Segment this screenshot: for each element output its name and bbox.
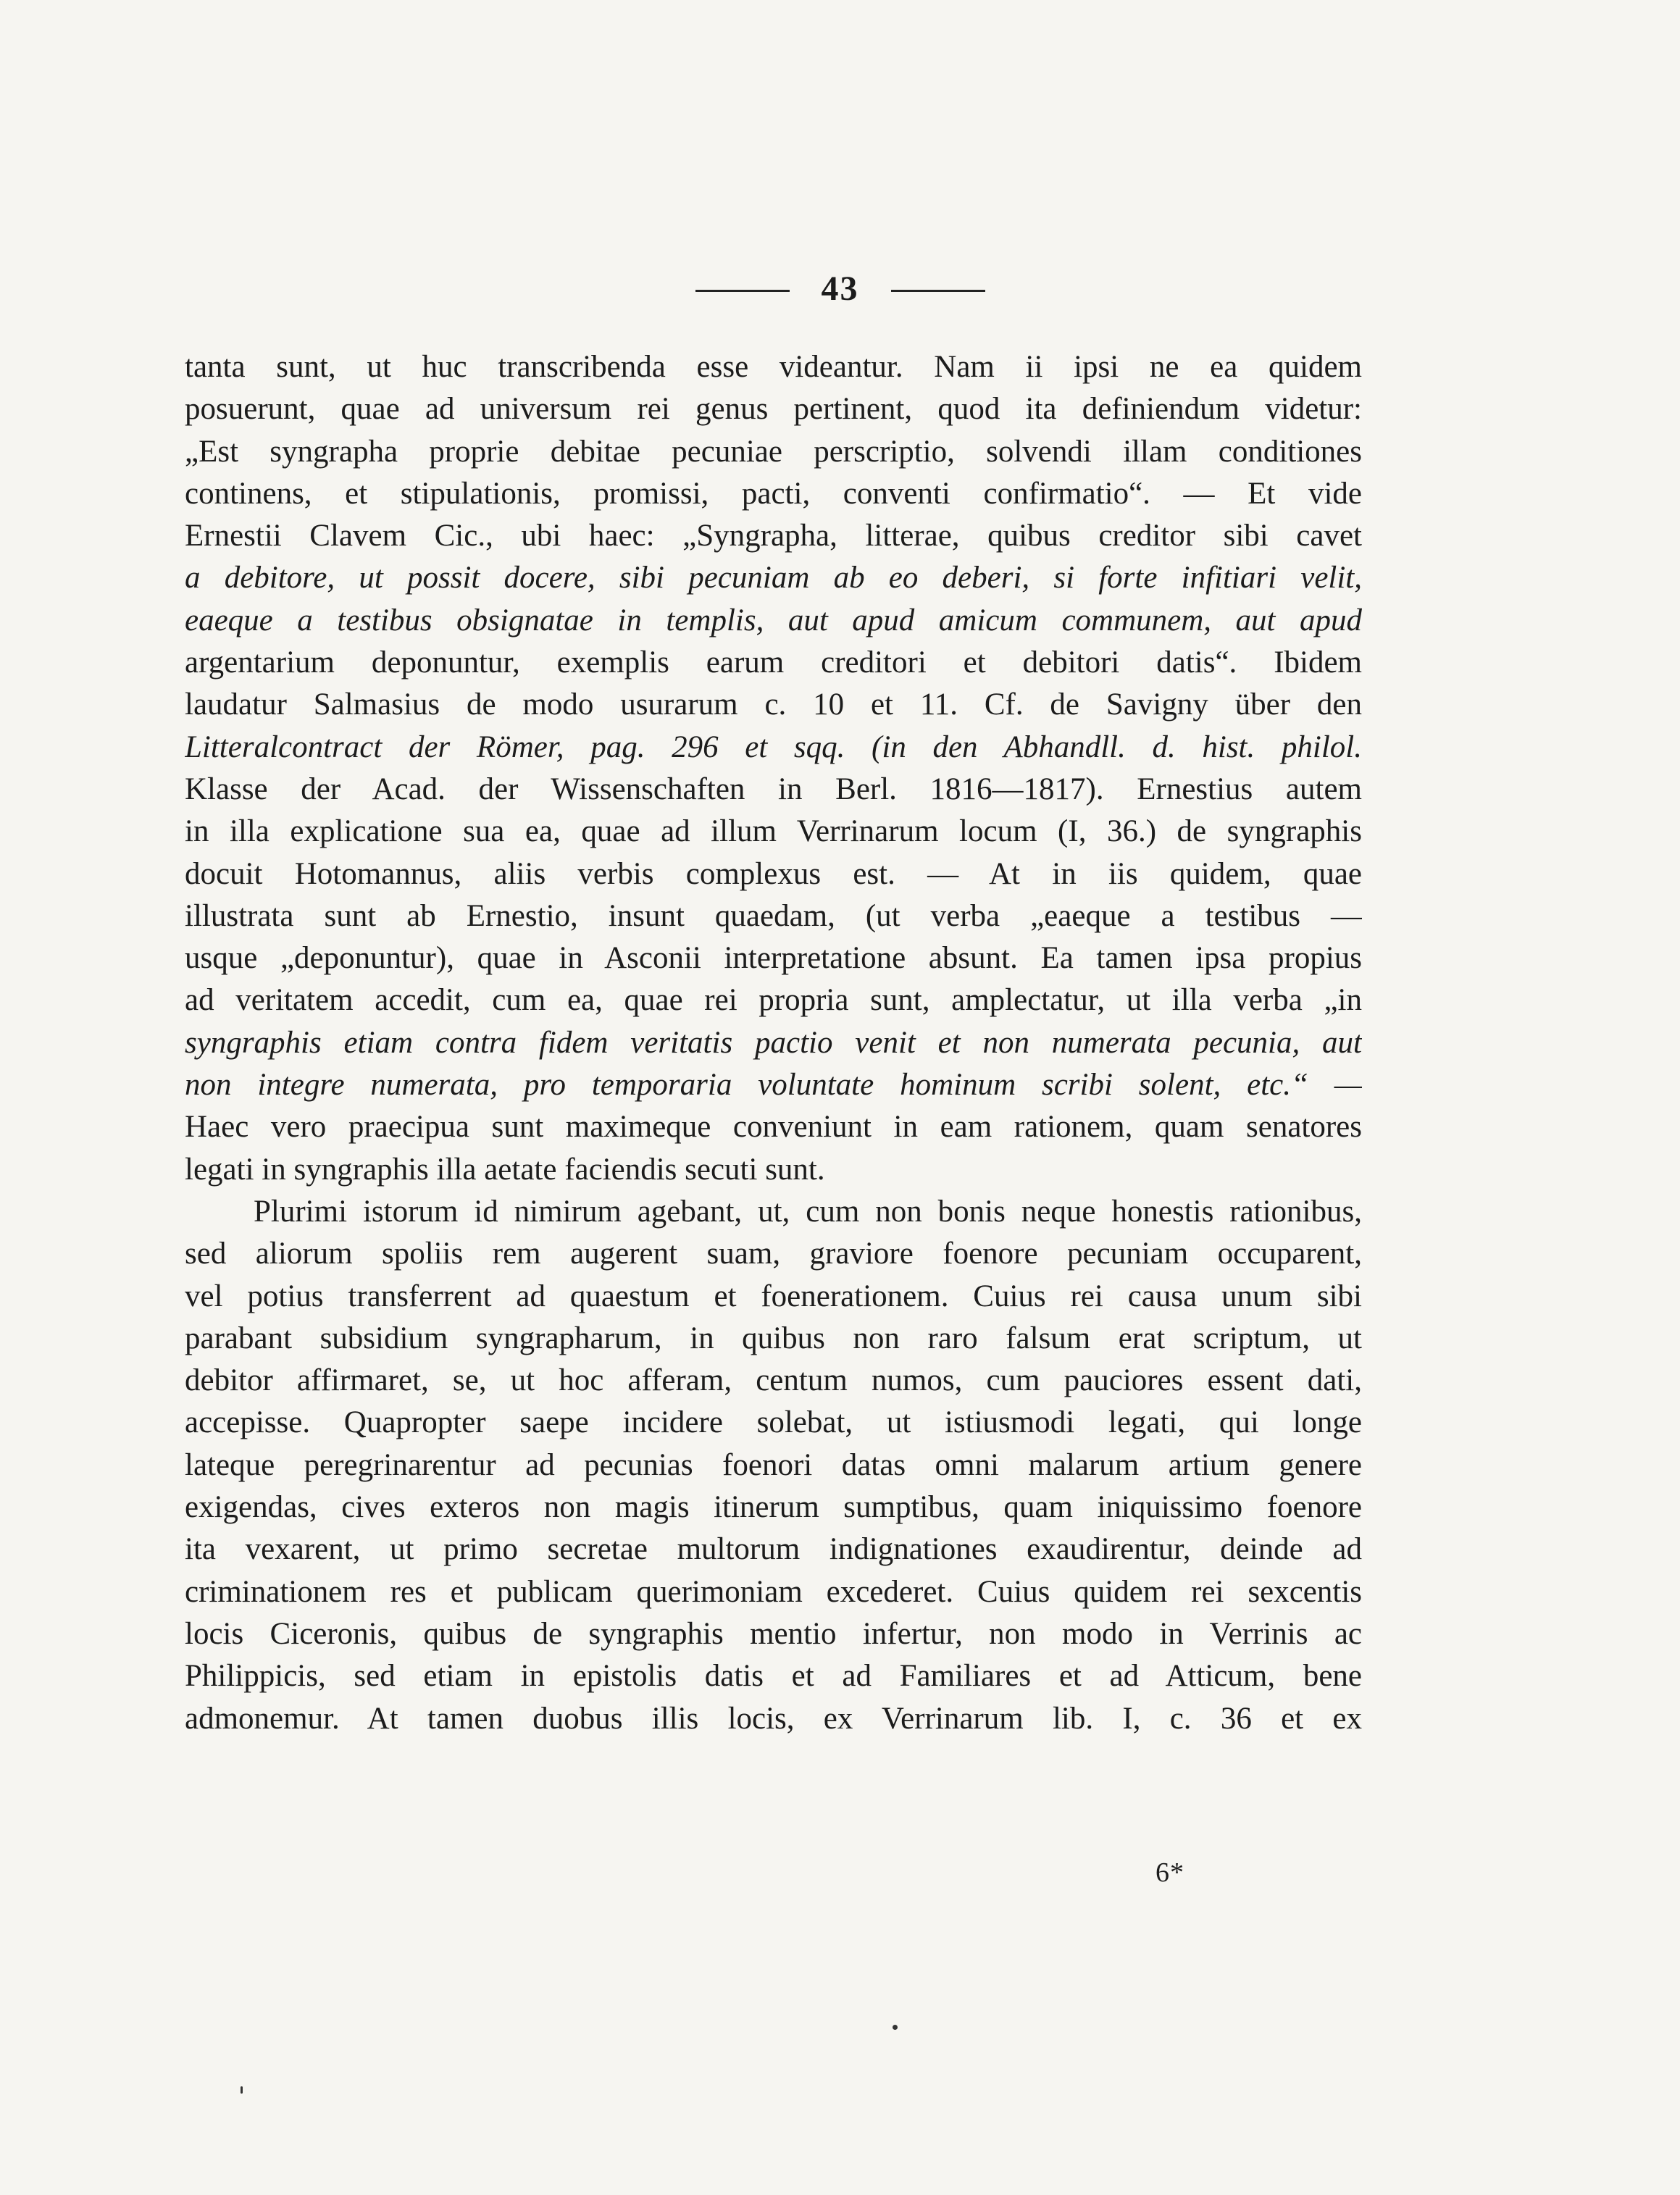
text-line: docuit Hotomannus, aliis verbis complexus est. — At in iis quidem, quae: [185, 856, 1362, 891]
text-line: tanta sunt, ut huc transcribenda esse videantur. Nam ii ipsi ne ea quidem: [185, 350, 1362, 384]
text-line: Klasse der Acad. der Wissenschaften in Berl. 1816—1817). Ernestius autem: [185, 772, 1362, 806]
text-line: in illa explicatione sua ea, quae ad illum Verrinarum locum (I, 36.) de syngraphis: [185, 814, 1362, 849]
text-line: argentarium deponuntur, exemplis earum creditori et debitori datis“. Ibidem: [185, 645, 1362, 680]
text-line: usque „deponuntur), quae in Asconii interpretatione absunt. Ea tamen ipsa propius: [185, 941, 1362, 976]
text-line: Plurimi istorum id nimirum agebant, ut, cum non bonis neque honestis rationibus,: [254, 1194, 1362, 1229]
text-line: parabant subsidium syngrapharum, in quibus non raro falsum erat scriptum, ut: [185, 1321, 1362, 1355]
text-line: Haec vero praecipua sunt maximeque conveniunt in eam rationem, quam senatores: [185, 1110, 1362, 1145]
body-text: [185, 346, 1362, 1740]
text-line: lateque peregrinarentur ad pecunias foenori datas omni malarum artium genere: [185, 1447, 1362, 1482]
text-line: debitor affirmaret, se, ut hoc afferam, centum numos, cum pauciores essent dati,: [185, 1363, 1362, 1398]
text-line: sed aliorum spoliis rem augerent suam, graviore foenore pecuniam occuparent,: [185, 1237, 1362, 1271]
paper-speck: [241, 2086, 243, 2094]
text-line: a debitore, ut possit docere, sibi pecuniam ab eo deberi, si forte infitiari velit,: [185, 561, 1362, 595]
right-rule: [891, 290, 985, 292]
left-rule: [695, 290, 790, 292]
text-line: eaeque a testibus obsignatae in templis, aut apud amicum communem, aut apud: [185, 603, 1362, 637]
text-line: „Est syngrapha proprie debitae pecuniae perscriptio, solvendi illam conditiones: [185, 434, 1362, 469]
text-line: Litteralcontract der Römer, pag. 296 et sqq. (in den Abhandll. d. hist. philol.: [185, 729, 1362, 764]
text-line: vel potius transferrent ad quaestum et foenerationem. Cuius rei causa unum sibi: [185, 1279, 1362, 1313]
printer-signature: 6*: [1155, 1857, 1184, 1888]
text-line: posuerunt, quae ad universum rei genus pertinent, quod ita definiendum videtur:: [185, 392, 1362, 427]
text-line: laudatur Salmasius de modo usurarum c. 10 et 11. Cf. de Savigny über den: [185, 687, 1362, 722]
text-line: criminationem res et publicam querimoniam excederet. Cuius quidem rei sexcentis: [185, 1574, 1362, 1609]
text-line: Ernestii Clavem Cic., ubi haec: „Syngrapha, litterae, quibus creditor sibi cavet: [185, 519, 1362, 553]
page-number: 43: [821, 269, 859, 308]
text-line: accepisse. Quapropter saepe incidere solebat, ut istiusmodi legati, qui longe: [185, 1405, 1362, 1440]
text-line: Philippicis, sed etiam in epistolis datis et ad Familiares et ad Atticum, bene: [185, 1659, 1362, 1694]
text-line: admonemur. At tamen duobus illis locis, ex Verrinarum lib. I, c. 36 et ex: [185, 1701, 1362, 1736]
page-header: [0, 267, 1680, 310]
text-line: locis Ciceronis, quibus de syngraphis mentio infertur, non modo in Verrinis ac: [185, 1616, 1362, 1651]
text-line: continens, et stipulationis, promissi, pacti, conventi confirmatio“. — Et vide: [185, 476, 1362, 511]
text-line: legati in syngraphis illa aetate faciendis secuti sunt.: [185, 1152, 825, 1187]
text-line: illustrata sunt ab Ernestio, insunt quaedam, (ut verba „eaeque a testibus —: [185, 898, 1362, 933]
text-line: ad veritatem accedit, cum ea, quae rei propria sunt, amplectatur, ut illa verba „in: [185, 983, 1362, 1018]
text-line: exigendas, cives exteros non magis itinerum sumptibus, quam iniquissimo foenore: [185, 1490, 1362, 1525]
text-line: syngraphis etiam contra fidem veritatis pactio venit et non numerata pecunia, aut: [185, 1025, 1362, 1060]
text-line: ita vexarent, ut primo secretae multorum indignationes exaudirentur, deinde ad: [185, 1532, 1362, 1567]
paper-speck: [893, 2025, 898, 2030]
text-line: non integre numerata, pro temporaria voluntate hominum scribi solent, etc.“ —: [185, 1068, 1362, 1103]
